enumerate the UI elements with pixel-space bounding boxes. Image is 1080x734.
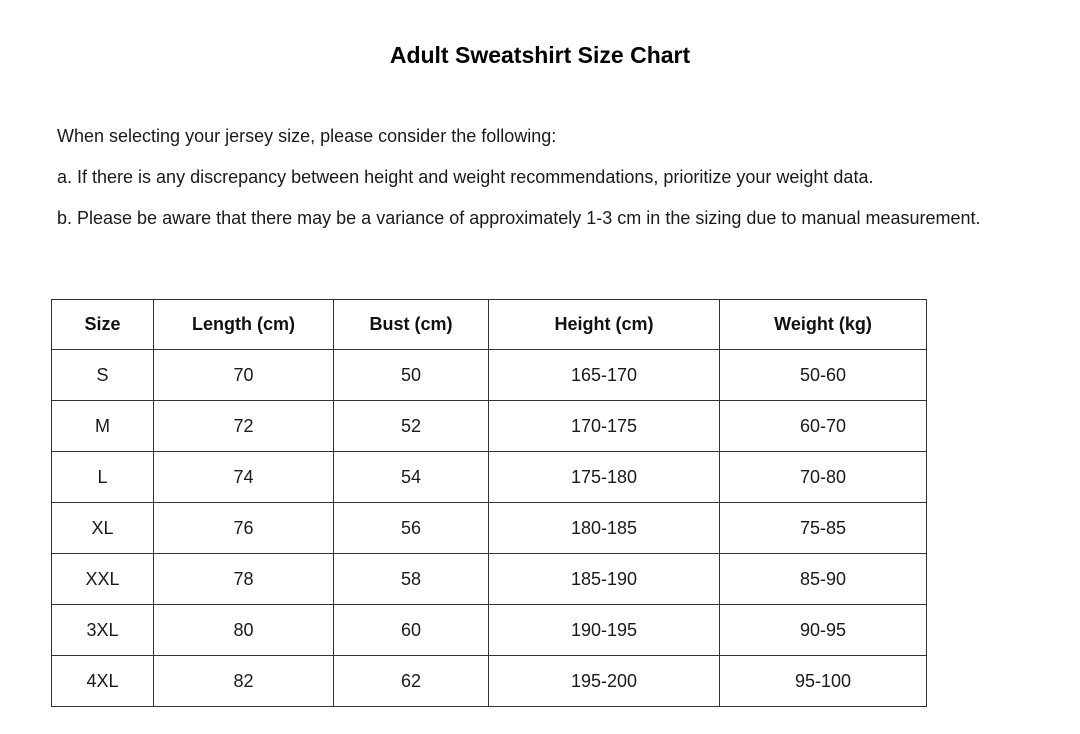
cell-weight: 60-70 <box>720 401 927 452</box>
cell-size: 3XL <box>52 605 154 656</box>
size-table <box>51 299 927 707</box>
header-weight: Weight (kg) <box>720 300 927 350</box>
cell-weight: 70-80 <box>720 452 927 503</box>
table-row <box>52 350 927 401</box>
intro-text <box>57 116 1023 239</box>
cell-weight: 75-85 <box>720 503 927 554</box>
header-length: Length (cm) <box>154 300 334 350</box>
cell-height: 175-180 <box>489 452 720 503</box>
cell-bust: 58 <box>334 554 489 605</box>
page-title: Adult Sweatshirt Size Chart <box>389 42 691 68</box>
intro-line: When selecting your jersey size, please consider the following: <box>57 126 557 146</box>
table-row <box>52 554 927 605</box>
cell-height: 195-200 <box>489 656 720 707</box>
cell-length: 72 <box>154 401 334 452</box>
cell-height: 185-190 <box>489 554 720 605</box>
cell-height: 165-170 <box>489 350 720 401</box>
cell-size: M <box>52 401 154 452</box>
cell-size: XL <box>52 503 154 554</box>
cell-height: 170-175 <box>489 401 720 452</box>
cell-weight: 50-60 <box>720 350 927 401</box>
cell-bust: 50 <box>334 350 489 401</box>
cell-size: L <box>52 452 154 503</box>
cell-height: 190-195 <box>489 605 720 656</box>
cell-length: 76 <box>154 503 334 554</box>
cell-length: 74 <box>154 452 334 503</box>
cell-weight: 90-95 <box>720 605 927 656</box>
table-row <box>52 503 927 554</box>
cell-bust: 62 <box>334 656 489 707</box>
cell-bust: 56 <box>334 503 489 554</box>
header-bust: Bust (cm) <box>334 300 489 350</box>
cell-size: XXL <box>52 554 154 605</box>
cell-bust: 60 <box>334 605 489 656</box>
table-row <box>52 401 927 452</box>
cell-length: 80 <box>154 605 334 656</box>
cell-length: 70 <box>154 350 334 401</box>
cell-bust: 52 <box>334 401 489 452</box>
table-row <box>52 656 927 707</box>
cell-length: 78 <box>154 554 334 605</box>
table-row <box>52 605 927 656</box>
cell-size: 4XL <box>52 656 154 707</box>
table-header-row <box>52 300 927 350</box>
note-b: b. Please be aware that there may be a variance of approximately 1-3 cm in the sizing due to manual measurement. <box>57 208 981 228</box>
header-height: Height (cm) <box>489 300 720 350</box>
cell-length: 82 <box>154 656 334 707</box>
cell-weight: 95-100 <box>720 656 927 707</box>
header-size: Size <box>52 300 154 350</box>
cell-size: S <box>52 350 154 401</box>
cell-height: 180-185 <box>489 503 720 554</box>
cell-bust: 54 <box>334 452 489 503</box>
table-row <box>52 452 927 503</box>
cell-weight: 85-90 <box>720 554 927 605</box>
note-a: a. If there is any discrepancy between height and weight recommendations, prioritize your weight data. <box>57 167 874 187</box>
